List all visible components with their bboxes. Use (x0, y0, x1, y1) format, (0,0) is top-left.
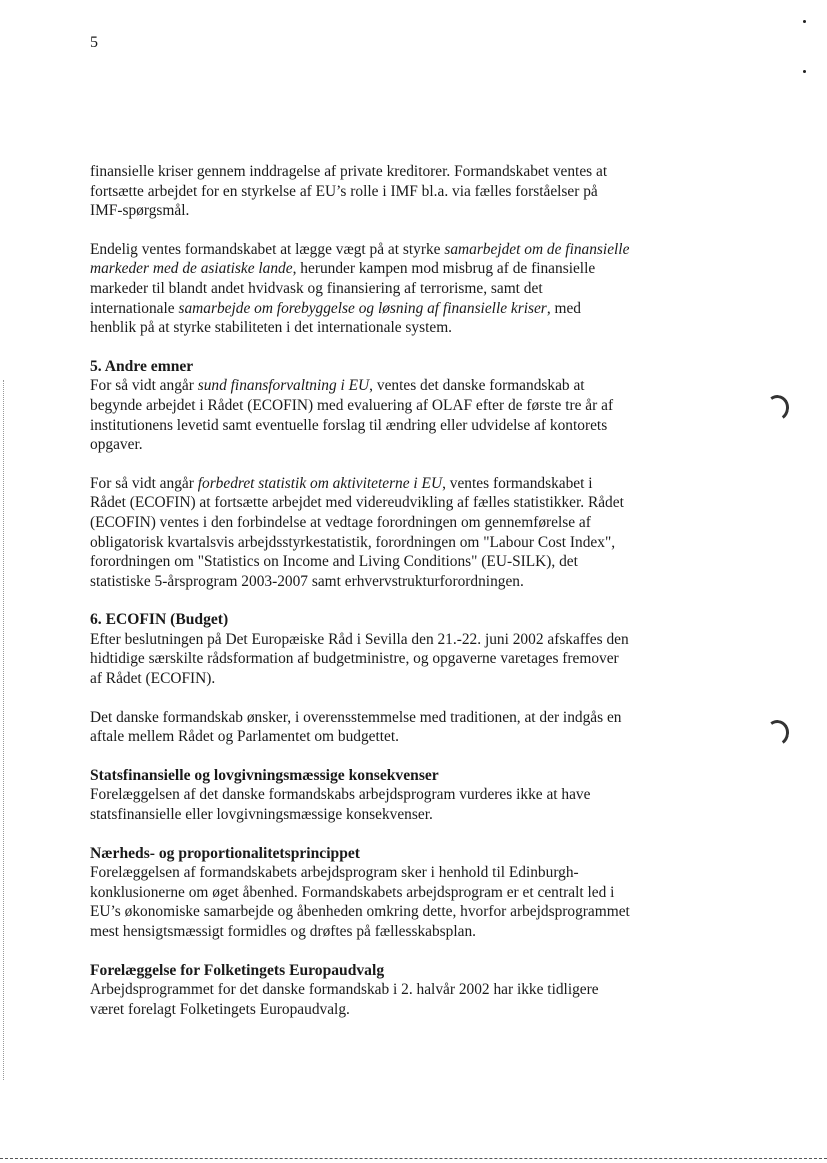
emphasis-text: samarbejdet om de finansielle markeder med de asiatiske lande (90, 240, 630, 278)
emphasis-text: forbedret statistik om aktiviteterne i EU (197, 474, 443, 492)
paragraph-sevilla (90, 630, 630, 689)
page-number: 5 (90, 34, 98, 51)
paragraph-text: For så vidt angår (90, 377, 198, 395)
scan-bottom-edge (0, 1158, 827, 1159)
paragraph-text: , ventes det danske formandskab at begynde arbejdet i Rådet (ECOFIN) med evaluering af OLAF efter de første tre år af institutionens levetid samt eventuelle forslag til ændring eller udvidelse af kontorets opgaver. (90, 377, 614, 454)
scan-speck (803, 20, 806, 23)
paragraph-committee (90, 980, 630, 1019)
paragraph-text: Efter beslutningen på Det Europæiske Råd i Sevilla den 21.-22. juni 2002 afskaffes den hidtidige særskilte rådsformation af budgetministre, og opgaverne varetages fremover af Rådet (ECOFIN). (90, 630, 629, 688)
paragraph-text: For så vidt angår (90, 474, 198, 492)
paragraph-text: , herunder kampen mod misbrug af de finansielle markeder til blandt andet hvidvask og finansiering af terrorisme, samt det internationale (90, 260, 596, 317)
section-consequences (90, 766, 630, 825)
paragraph-olaf (90, 376, 630, 454)
emphasis-text: samarbejde om forebyggelse og løsning af finansielle kriser (178, 299, 547, 317)
document-body (90, 162, 630, 1038)
paragraph-text: , ventes formandskabet i Rådet (ECOFIN) at fortsætte arbejdet med videreudvikling af fælles statistikker. Rådet (ECOFIN) ventes i den forbindelse at vedtage forordningen om gennemførelse af obligatorisk kvartalsvis arbejdsstyrkestatistik, forordningen om "Labour Cost Index", forordningen om "Statistics on Income and Living Conditions" (EU-SILK), det statistiske 5-årsprogram 2003-2007 samt erhvervstrukturforordningen. (90, 474, 624, 590)
section-ecofin-budget (90, 610, 630, 747)
paragraph-asian-markets (90, 240, 630, 338)
section-andre-emner (90, 357, 630, 592)
scan-speck (803, 70, 806, 73)
paragraph-financial-crises (90, 162, 630, 221)
spacer (90, 455, 630, 474)
punch-hole-mark (763, 393, 791, 423)
paragraph-text: Forelæggelsen af formandskabets arbejdsprogram sker i henhold til Edinburgh-konklusionerne om øget åbenhed. Formandskabets arbejdsprogram er et centralt led i EU’s økonomiske samarbejde og åbenheden omkring dette, hvorfor arbejdsprogrammet mest hensigtsmæssigt formidles og drøftes på fællesskabsplan. (90, 864, 630, 940)
section-subsidiarity (90, 844, 630, 942)
paragraph-consequences (90, 785, 630, 824)
paragraph-subsidiarity (90, 863, 630, 941)
section-heading: Nærheds- og proportionalitetsprincippet (90, 844, 361, 862)
section-committee (90, 961, 630, 1020)
scan-edge (3, 380, 4, 1080)
section-heading: 6. ECOFIN (Budget) (90, 611, 229, 629)
section-heading: Forelæggelse for Folketingets Europaudvalg (90, 961, 385, 979)
spacer (90, 689, 630, 708)
paragraph-text: , med henblik på at styrke stabiliteten i det internationale system. (90, 299, 582, 337)
paragraph-text: Det danske formandskab ønsker, i overensstemmelse med traditionen, at der indgås en aftale mellem Rådet og Parlamentet om budgettet. (90, 708, 622, 746)
paragraph-text: finansielle kriser gennem inddragelse af private kreditorer. Formandskabet ventes at fortsætte arbejdet for en styrkelse af EU’s rolle i IMF bl.a. via fælles forståelser på IMF-spørgsmål. (90, 163, 608, 220)
section-heading: Statsfinansielle og lovgivningsmæssige konsekvenser (90, 766, 439, 784)
paragraph-text: Endelig ventes formandskabet at lægge vægt på at styrke (90, 240, 445, 258)
paragraph-budget-agreement (90, 708, 630, 747)
emphasis-text: sund finansforvaltning i EU (197, 377, 370, 395)
punch-hole-mark (763, 718, 791, 748)
section-heading: 5. Andre emner (90, 357, 194, 375)
paragraph-statistics (90, 474, 630, 592)
paragraph-text: Forelæggelsen af det danske formandskabs arbejdsprogram vurderes ikke at have statsfinansielle eller lovgivningsmæssige konsekvenser. (90, 786, 591, 824)
paragraph-text: Arbejdsprogrammet for det danske formandskab i 2. halvår 2002 har ikke tidligere været forelagt Folketingets Europaudvalg. (90, 981, 599, 1018)
